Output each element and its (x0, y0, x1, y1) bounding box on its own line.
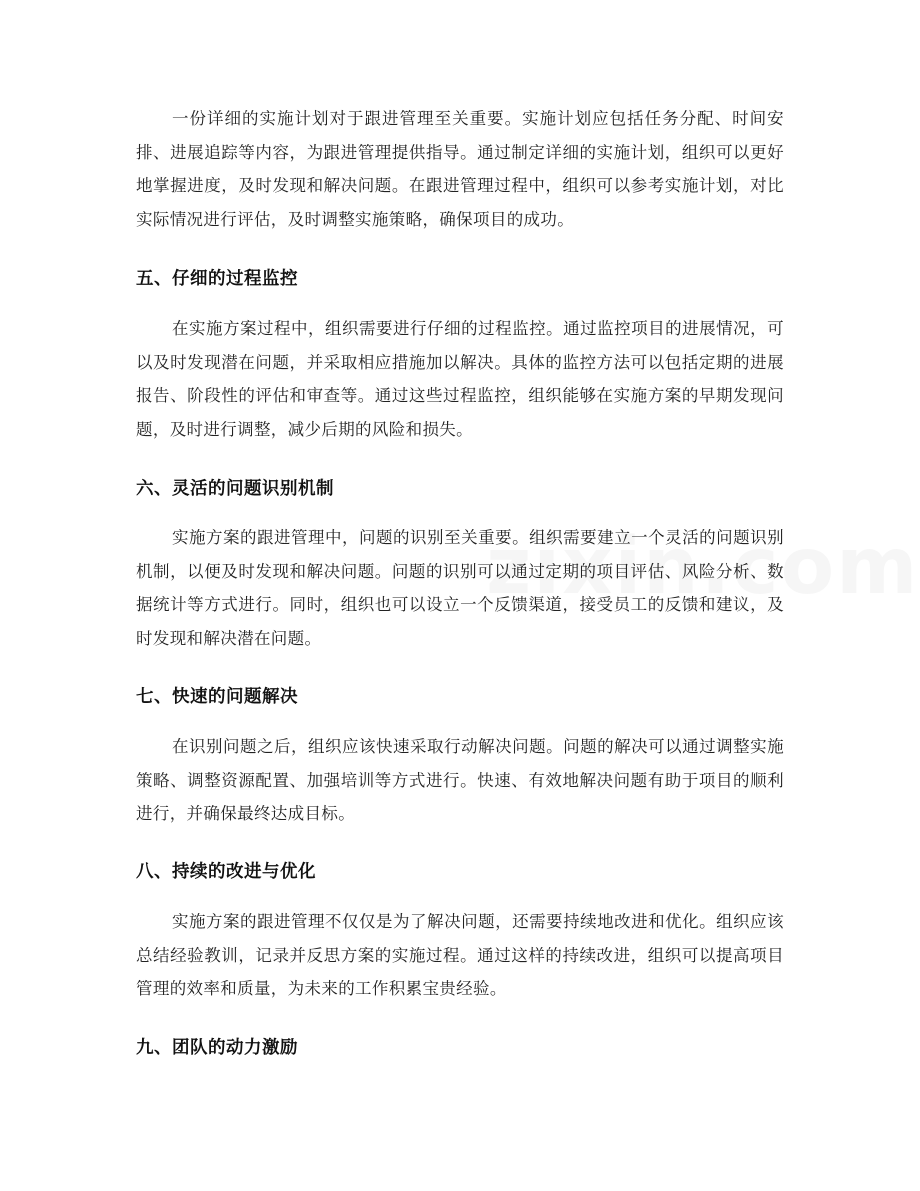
heading-team-motivation: 九、团队的动力激励 (136, 1038, 298, 1058)
heading-problem-solving: 七、快速的问题解决 (136, 687, 298, 707)
paragraph-process-monitoring: 在实施方案过程中，组织需要进行仔细的过程监控。通过监控项目的进展情况，可以及时发现潜在问题，并采取相应措施加以解决。具体的监控方法可以包括定期的进展报告、阶段性的评估和审查等。通过这些过程监控，组织能够在实施方案的早期发现问题，及时进行调整，减少后期的风险和损失。 (136, 319, 784, 440)
paragraph-problem-identification: 实施方案的跟进管理中，问题的识别至关重要。组织需要建立一个灵活的问题识别机制，以便及时发现和解决问题。问题的识别可以通过定期的项目评估、风险分析、数据统计等方式进行。同时，组织也可以设立一个反馈渠道，接受员工的反馈和建议，及时发现和解决潜在问题。 (136, 528, 784, 649)
paragraph-implementation-plan: 一份详细的实施计划对于跟进管理至关重要。实施计划应包括任务分配、时间安排、进展追踪等内容，为跟进管理提供指导。通过制定详细的实施计划，组织可以更好地掌握进度，及时发现和解决问题。在跟进管理过程中，组织可以参考实施计划，对比实际情况进行评估，及时调整实施策略，确保项目的成功。 (136, 109, 784, 230)
paragraph-problem-solving: 在识别问题之后，组织应该快速采取行动解决问题。问题的解决可以通过调整实施策略、调整资源配置、加强培训等方式进行。快速、有效地解决问题有助于项目的顺利进行，并确保最终达成目标。 (136, 737, 784, 824)
heading-problem-identification: 六、灵活的问题识别机制 (136, 479, 334, 499)
paragraph-continuous-improvement: 实施方案的跟进管理不仅仅是为了解决问题，还需要持续地改进和优化。组织应该总结经验教训，记录并反思方案的实施过程。通过这样的持续改进，组织可以提高项目管理的效率和质量，为未来的工作积累宝贵经验。 (136, 912, 784, 999)
heading-continuous-improvement: 八、持续的改进与优化 (136, 862, 316, 882)
heading-process-monitoring: 五、仔细的过程监控 (136, 269, 298, 289)
